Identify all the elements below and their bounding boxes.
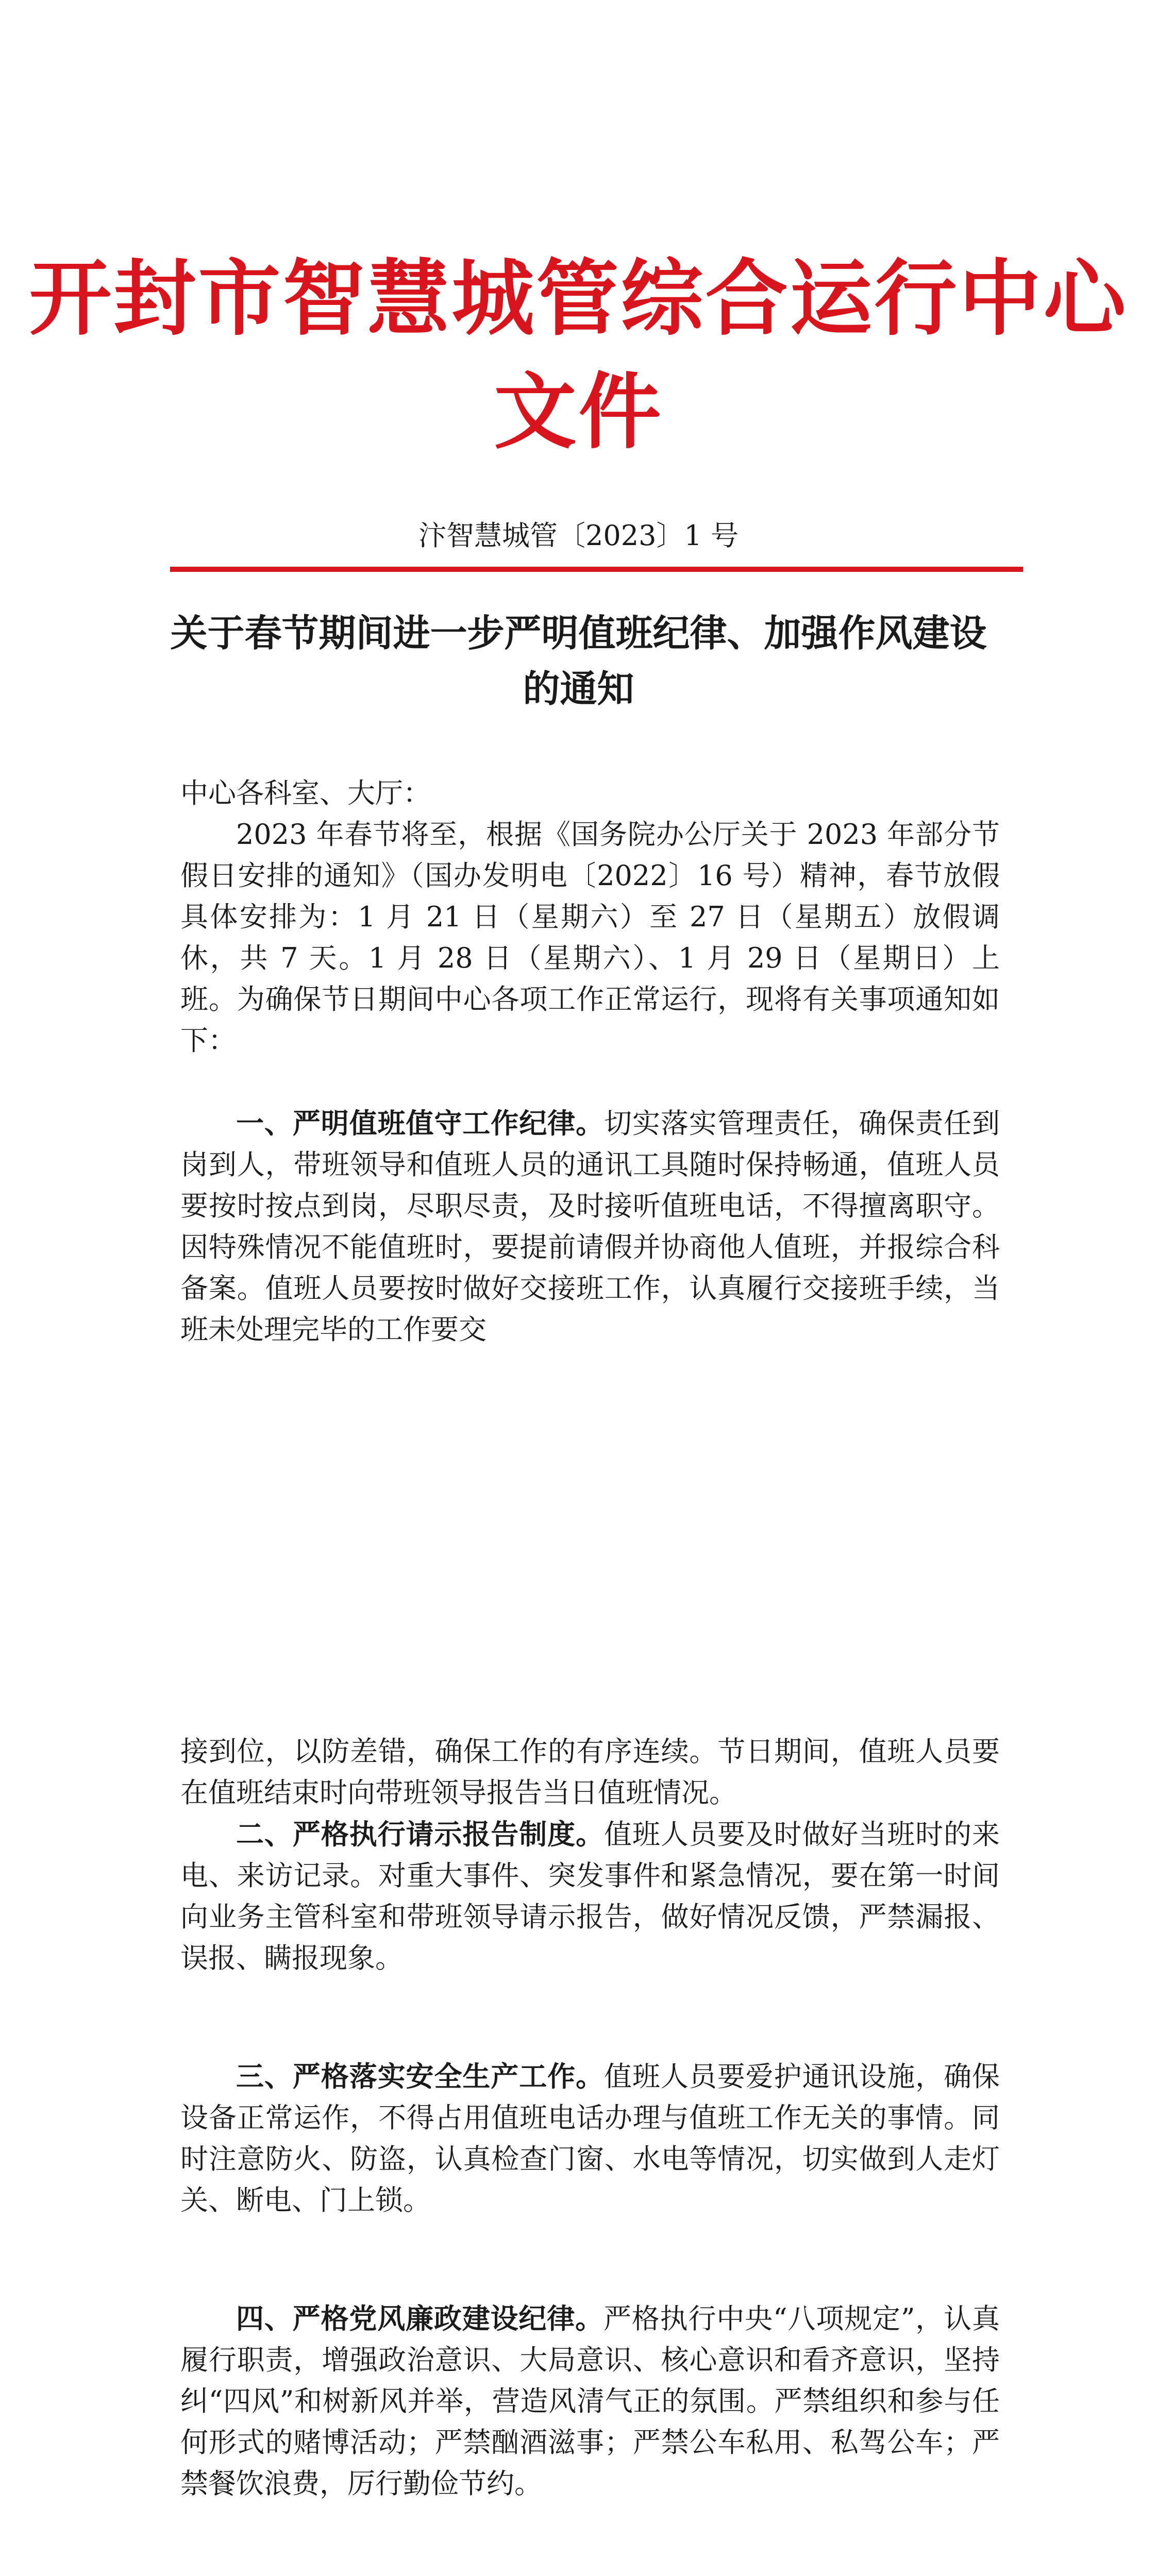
section-1-body: 切实落实管理责任，确保责任到岗到人，带班领导和值班人员的通讯工具随时保持畅通，值班人员要按时按点到岗，尽职尽责，及时接听值班电话，不得擅离职守。因特殊情况不能值班时，要提前请假并协商他人值班，并报综合科备案。值班人员要按时做好交接班工作，认真履行交接班手续，当班未处理完毕的工作要交 xyxy=(180,1107,1000,1346)
document-title: 关于春节期间进一步严明值班纪律、加强作风建设的通知 xyxy=(170,612,987,710)
section-3-paragraph xyxy=(180,2056,1000,2221)
section-2-body: 值班人员要及时做好当班时的来电、来访记录。对重大事件、突发事件和紧急情况，要在第一时间向业务主管科室和带班领导请示报告，做好情况反馈，严禁漏报、误报、瞒报现象。 xyxy=(180,1818,1000,1974)
section-4-paragraph xyxy=(180,2298,1000,2504)
section-3-body: 值班人员要爱护通讯设施，确保设备正常运作，不得占用值班电话办理与值班工作无关的事情。同时注意防火、防盗，认真检查门窗、水电等情况，切实做到人走灯关、断电、门上锁。 xyxy=(180,2060,1000,2216)
intro-paragraph: 2023 年春节将至，根据《国务院办公厅关于 2023 年部分节假日安排的通知》（国办发明电〔2022〕16 号）精神，春节放假具体安排为：1 月 21 日（星期六）至 27 日（星期五）放假调休，共 7 天。1 月 28 日（星期六）、1 月 29 日（星期日）上班。为确保节日期间中心各项工作正常运行，现将有关事项通知如下： xyxy=(180,818,1000,1057)
red-divider-line xyxy=(170,567,1023,572)
section-1-heading: 一、严明值班值守工作纪律。 xyxy=(236,1107,604,1140)
section-2-heading: 二、严格执行请示报告制度。 xyxy=(236,1818,604,1851)
section-1-continuation: 接到位，以防差错，确保工作的有序连续。节日期间，值班人员要在值班结束时向带班领导报告当日值班情况。 xyxy=(180,1735,1000,1809)
section-4-body: 严格执行中央“八项规定”，认真履行职责，增强政治意识、大局意识、核心意识和看齐意识，坚持纠“四风”和树新风并举，营造风清气正的氛围。严禁组织和参与任何形式的赌博活动；严禁酗酒滋事；严禁公车私用、私驾公车；严禁餐饮浪费，厉行勤俭节约。 xyxy=(180,2302,1000,2500)
salutation: 中心各科室、大厅： xyxy=(180,777,431,809)
section-4-heading: 四、严格党风廉政建设纪律。 xyxy=(236,2302,603,2335)
issuer-header: 开封市智慧城管综合运行中心文件 xyxy=(29,250,1128,460)
section-3-heading: 三、严格落实安全生产工作。 xyxy=(236,2060,604,2093)
section-1-paragraph xyxy=(180,1103,1000,1350)
section-2-paragraph xyxy=(180,1814,1000,1979)
document-number: 汴智慧城管〔2023〕1 号 xyxy=(418,519,739,552)
